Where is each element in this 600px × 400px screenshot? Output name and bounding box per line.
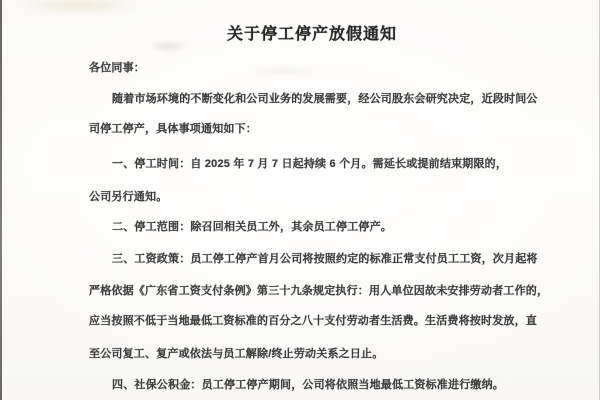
document-line-section-4: 四、社保公积金：员工停工停产期间，公司将依照当地最低工资标准进行缴纳。 (112, 379, 504, 391)
photo-edge-line (0, 0, 2, 400)
photo-smudge (18, 0, 138, 14)
document-salutation: 各位同事： (89, 62, 145, 74)
document-line: 随着市场环境的不断变化和公司业务的发展需要，经公司股东会研究决定，近段时间公 (112, 93, 538, 105)
document-line: 应当按照不低于当地最低工资标准的百分之八十支付劳动者生活费。生活费将按时发放，直 (89, 315, 537, 327)
document-line: 公司另行通知。 (89, 191, 168, 203)
document-line-section-3: 三、工资政策：员工停工停产首月公司将按照约定的标准正常支付员工工资，次月起将 (112, 253, 538, 265)
photo-smudge (250, 66, 320, 76)
page-title: 关于停工停产放假通知 (226, 26, 397, 43)
document-line-section-2: 二、停工范围：除召回相关员工外，其余员工停工停产。 (112, 221, 392, 233)
document-line-section-1: 一、停工时间：自 2025 年 7 月 7 日起持续 6 个月。需延长或提前结束期限的， (112, 158, 508, 170)
document-line: 司停工停产，具体事项通知如下： (89, 123, 257, 135)
document-line: 至公司复工、复产或依法与员工解除/终止劳动关系之日止。 (89, 348, 384, 360)
document-line: 严格依据《广东省工资支付条例》第三十九条规定执行：用人单位因故未安排劳动者工作的， (89, 285, 549, 297)
